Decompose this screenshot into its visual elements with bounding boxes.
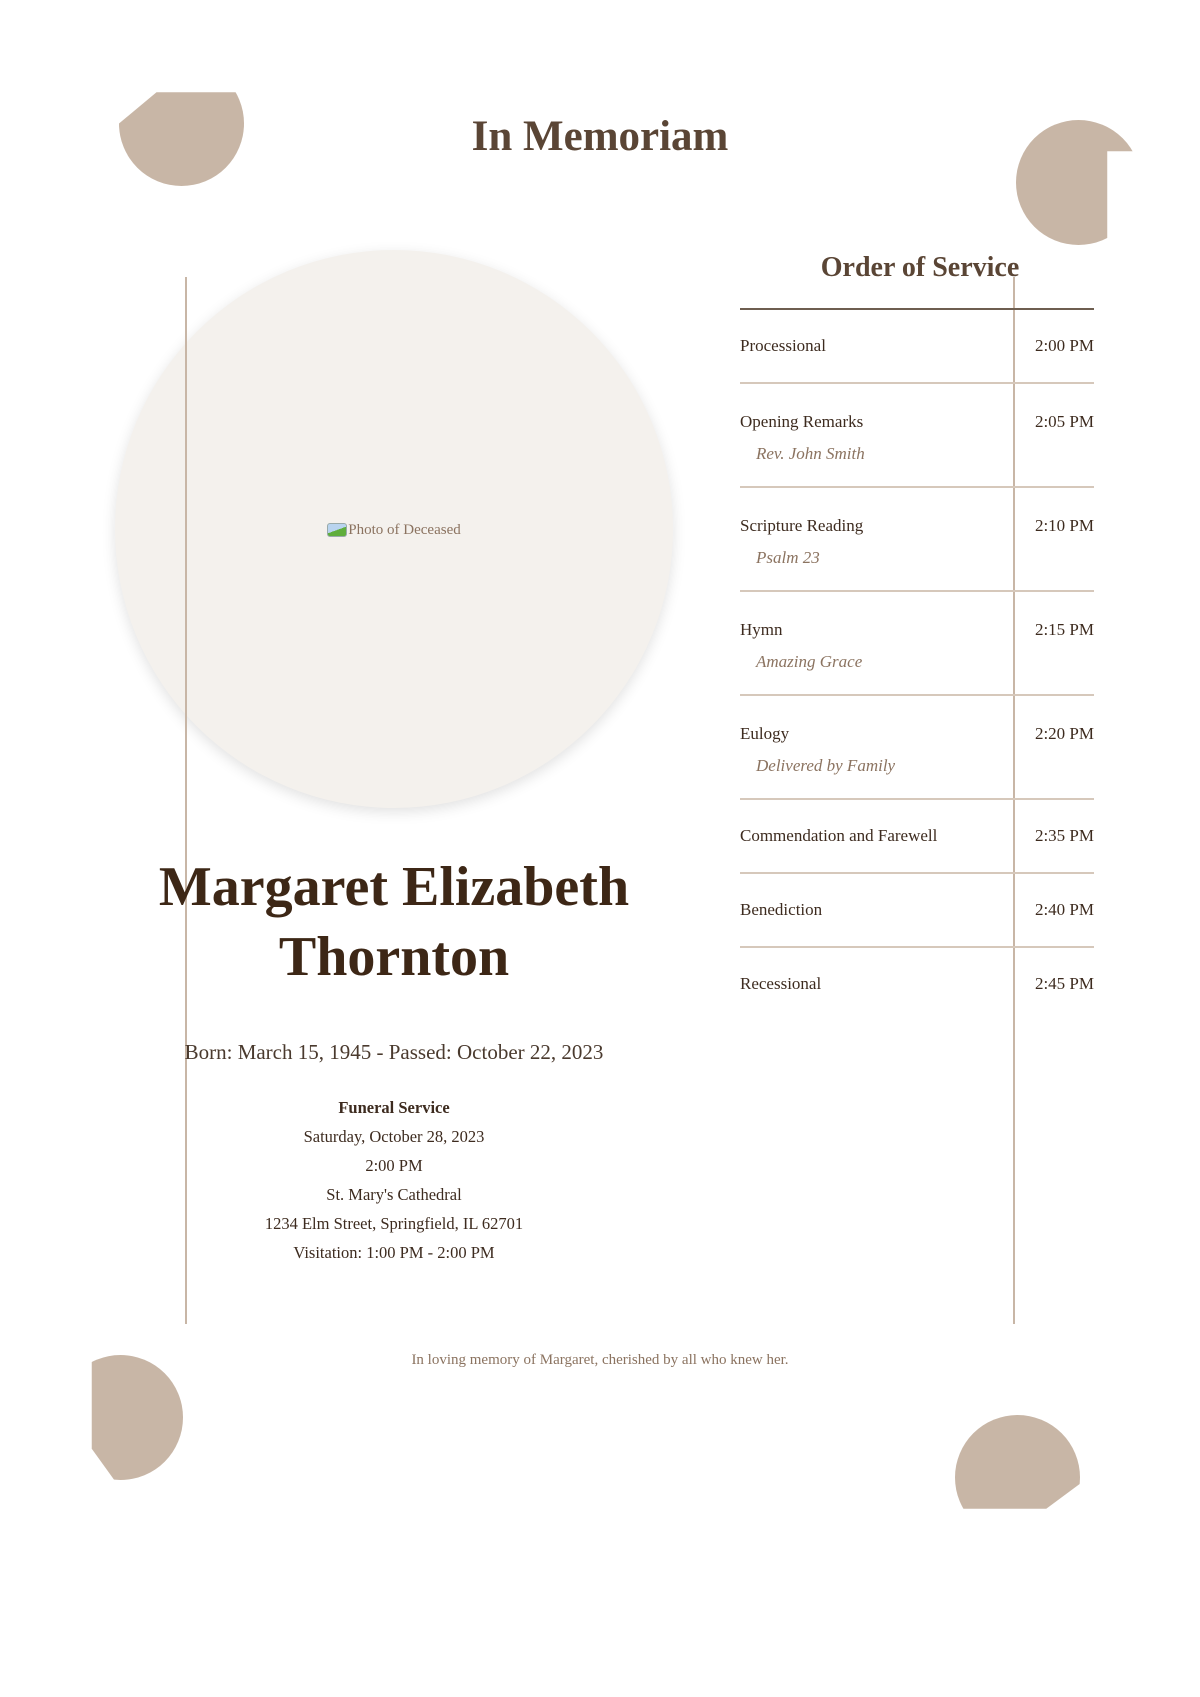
service-item-time: 2:00 PM bbox=[1034, 336, 1094, 355]
photo-placeholder bbox=[327, 522, 460, 539]
service-item-time: 2:15 PM bbox=[1034, 620, 1094, 639]
order-of-service-list bbox=[740, 308, 1094, 1020]
service-heading: Funeral Service bbox=[338, 1098, 450, 1117]
service-item-detail: Delivered by Family bbox=[756, 756, 896, 775]
service-item-time: 2:20 PM bbox=[1034, 724, 1094, 743]
service-item-time: 2:45 PM bbox=[1034, 974, 1094, 993]
service-item-detail: Psalm 23 bbox=[756, 548, 820, 567]
service-item-time: 2:10 PM bbox=[1034, 516, 1094, 535]
service-row bbox=[740, 948, 1094, 1020]
service-venue: St. Mary's Cathedral bbox=[326, 1185, 462, 1204]
service-row bbox=[740, 696, 1094, 800]
service-row bbox=[740, 800, 1094, 874]
service-item: Processional bbox=[740, 336, 826, 355]
broken-image-icon bbox=[327, 523, 347, 537]
service-item: Opening Remarks bbox=[740, 412, 864, 431]
service-item-detail: Rev. John Smith bbox=[756, 444, 865, 463]
service-row bbox=[740, 592, 1094, 696]
service-item: Benediction bbox=[740, 900, 823, 919]
service-item: Commendation and Farewell bbox=[740, 826, 938, 845]
deceased-photo bbox=[115, 250, 673, 808]
service-item: Hymn bbox=[740, 620, 783, 639]
decorative-circle-bottom-left bbox=[58, 1355, 183, 1480]
order-of-service-title: Order of Service bbox=[820, 252, 1020, 283]
service-item: Scripture Reading bbox=[740, 516, 864, 535]
service-row bbox=[740, 874, 1094, 948]
service-date: Saturday, October 28, 2023 bbox=[303, 1127, 485, 1146]
service-item: Eulogy bbox=[740, 724, 790, 743]
service-address: 1234 Elm Street, Springfield, IL 62701 bbox=[264, 1214, 524, 1233]
footer-tribute: In loving memory of Margaret, cherished by all who knew her. bbox=[411, 1352, 789, 1368]
service-row bbox=[740, 310, 1094, 384]
service-row bbox=[740, 488, 1094, 592]
decorative-circle-bottom-right bbox=[955, 1415, 1080, 1540]
service-item-time: 2:05 PM bbox=[1034, 412, 1094, 431]
service-row bbox=[740, 384, 1094, 488]
service-details bbox=[115, 1093, 673, 1267]
page-title: In Memoriam bbox=[471, 113, 729, 160]
photo-alt-text: Photo of Deceased bbox=[348, 521, 461, 538]
deceased-name: Margaret Elizabeth Thornton bbox=[158, 856, 630, 988]
service-visitation: Visitation: 1:00 PM - 2:00 PM bbox=[293, 1243, 495, 1262]
service-item-detail: Amazing Grace bbox=[756, 652, 863, 671]
life-dates: Born: March 15, 1945 - Passed: October 22, 2023 bbox=[184, 1040, 604, 1064]
service-item-time: 2:40 PM bbox=[1034, 900, 1094, 919]
service-item-time: 2:35 PM bbox=[1034, 826, 1094, 845]
service-time: 2:00 PM bbox=[365, 1156, 423, 1175]
service-item: Recessional bbox=[740, 974, 822, 993]
